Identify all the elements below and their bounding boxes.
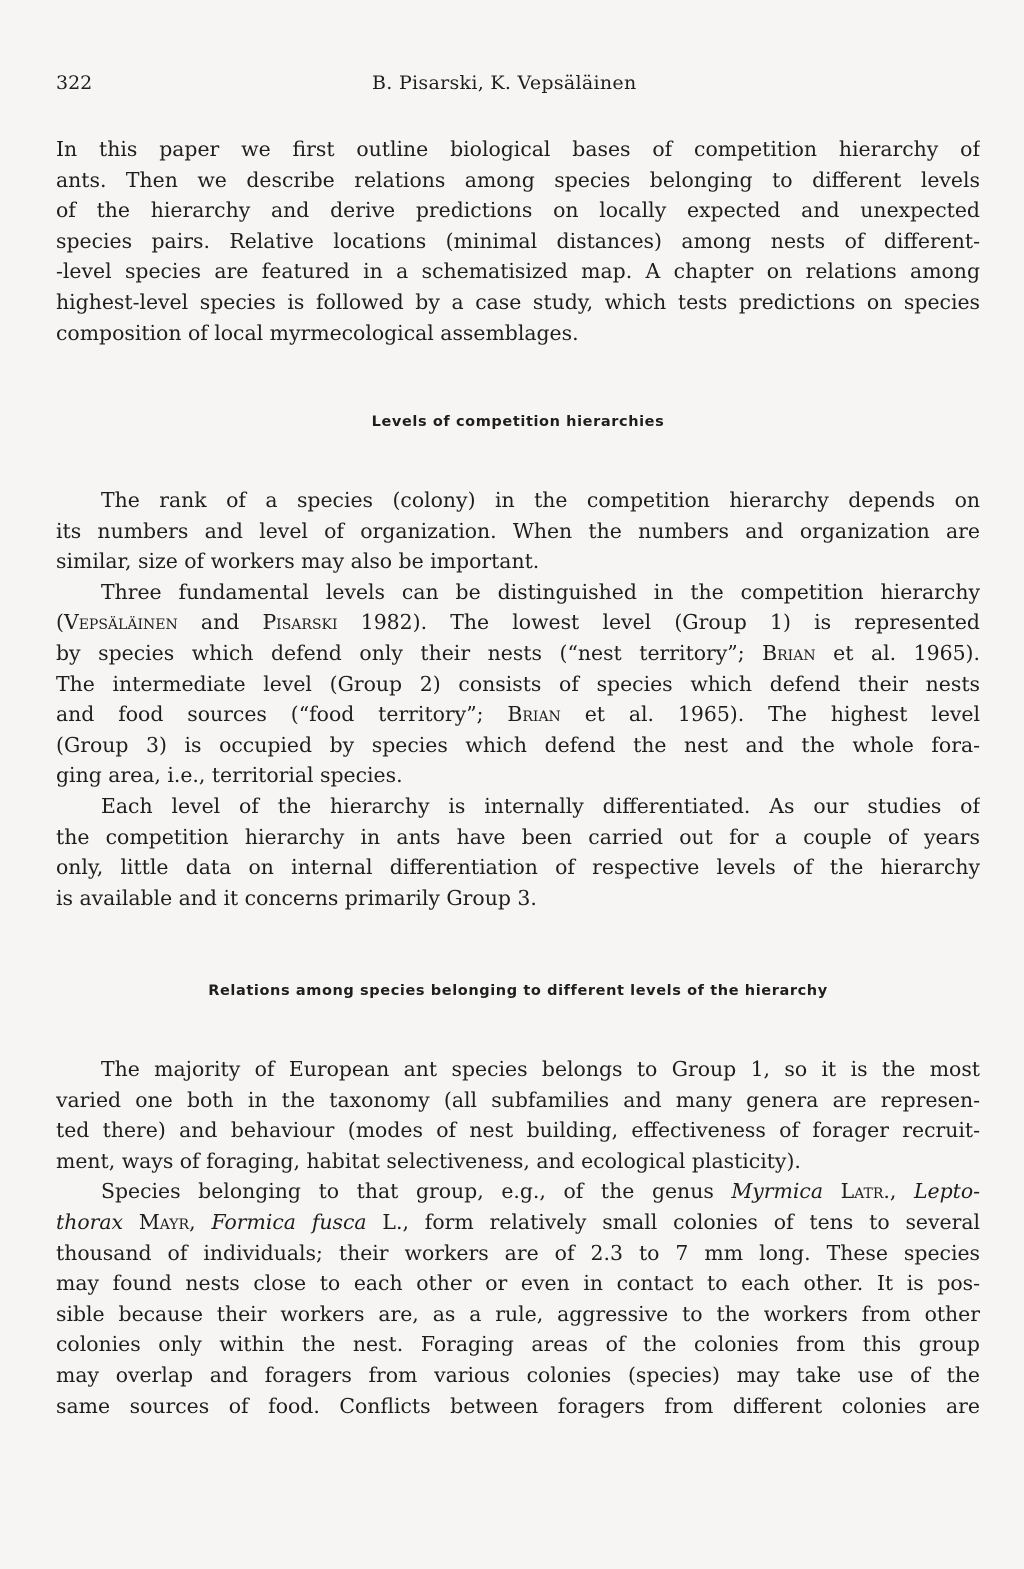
section-heading-levels: Levels of competition hierarchies	[371, 414, 665, 430]
text-line: ging area, i.e., territorial species.	[56, 763, 403, 788]
text-line: The majority of European ant species belongs to Group 1, so it is the most	[101, 1057, 980, 1081]
text-line: The intermediate level (Group 2) consists of species which defend their nests	[56, 671, 980, 696]
text-line: varied one both in the taxonomy (all subfamilies and many genera are represen-	[56, 1087, 980, 1112]
text-line: In this paper we first outline biological bases of competition hierarchy of	[56, 137, 980, 161]
section-heading-relations: Relations among species belonging to different levels of the hierarchy	[208, 983, 828, 999]
text-run	[823, 1179, 841, 1203]
text-run: (	[56, 610, 64, 635]
cited-author: Pisarski	[262, 610, 338, 635]
text-line: composition of local myrmecological assemblages.	[56, 320, 579, 345]
text-line: ted there) and behaviour (modes of nest building, effectiveness of forager recruit-	[56, 1118, 980, 1143]
text-line	[56, 638, 980, 669]
text-line: is available and it concerns primarily Group 3.	[56, 885, 537, 910]
intro-paragraph	[56, 134, 980, 348]
species-name: Formica fusca	[211, 1209, 367, 1234]
text-line: of the hierarchy and derive predictions on locally expected and unexpected	[56, 198, 980, 223]
cited-author: Latr.	[840, 1179, 890, 1204]
text-line: thousand of individuals; their workers are of 2.3 to 7 mm long. These species	[56, 1240, 980, 1265]
section-relations-body	[56, 1054, 980, 1421]
cited-author: Vepsäläinen	[63, 610, 178, 635]
text-line: ants. Then we describe relations among species belonging to different levels	[56, 167, 980, 192]
text-line: Three fundamental levels can be distinguished in the competition hierarchy	[101, 579, 980, 604]
text-line	[56, 1176, 980, 1207]
text-line: sible because their workers are, as a rule, aggressive to the workers from other	[56, 1301, 980, 1326]
text-line: The rank of a species (colony) in the competition hierarchy depends on	[101, 488, 980, 512]
text-line: may overlap and foragers from various colonies (species) may take use of the	[56, 1362, 980, 1387]
running-head	[56, 72, 980, 100]
cited-author: Mayr	[138, 1209, 190, 1234]
text-line	[56, 607, 980, 638]
text-run: 1982). The lowest level (Group 1) is represented	[337, 610, 980, 635]
text-line: -level species are featured in a schematisized map. A chapter on relations among	[56, 259, 980, 284]
text-line: similar, size of workers may also be important.	[56, 549, 540, 574]
cited-author: Brian	[507, 702, 561, 727]
text-line	[56, 699, 980, 730]
text-run: by species which defend only their nests (“nest territory”;	[56, 640, 763, 665]
text-line: only, little data on internal differentiation of respective levels of the hierarchy	[56, 855, 980, 880]
running-head-authors: B. Pisarski, K. Vepsäläinen	[372, 72, 637, 94]
text-line: colonies only within the nest. Foraging areas of the colonies from this group	[56, 1332, 980, 1357]
cited-author: Brian	[762, 640, 816, 665]
page	[56, 0, 980, 1569]
text-line: ment, ways of foraging, habitat selectiveness, and ecological plasticity).	[56, 1148, 801, 1173]
text-run: ,	[889, 1179, 914, 1204]
text-line: Each level of the hierarchy is internally differentiated. As our studies of	[101, 793, 980, 818]
text-run: et al. 1965).	[815, 640, 980, 665]
text-line: same sources of food. Conflicts between foragers from different colonies are	[56, 1393, 980, 1418]
genus-name: Lepto-	[913, 1179, 980, 1204]
text-run	[123, 1210, 139, 1234]
page-number: 322	[56, 72, 93, 94]
text-line: the competition hierarchy in ants have been carried out for a couple of years	[56, 824, 980, 849]
text-run: and	[177, 610, 263, 635]
genus-name: Myrmica	[731, 1179, 823, 1204]
text-line: species pairs. Relative locations (minimal distances) among nests of different-	[56, 228, 980, 253]
text-line: its numbers and level of organization. When the numbers and organization are	[56, 518, 980, 543]
text-line: highest-level species is followed by a case study, which tests predictions on species	[56, 289, 980, 314]
section-levels-body	[56, 485, 980, 913]
text-line: may found nests close to each other or even in contact to each other. It is pos-	[56, 1271, 980, 1296]
text-run: ,	[189, 1209, 212, 1234]
text-run: L., form relatively small colonies of tens to several	[366, 1209, 980, 1234]
text-run: and food sources (“food territory”;	[56, 702, 508, 727]
text-line	[56, 1207, 980, 1238]
text-line: (Group 3) is occupied by species which defend the nest and the whole fora-	[56, 732, 980, 757]
text-run: et al. 1965). The highest level	[560, 702, 980, 727]
genus-name: thorax	[56, 1209, 124, 1234]
text-run: Species belonging to that group, e.g., of the genus	[101, 1179, 732, 1204]
